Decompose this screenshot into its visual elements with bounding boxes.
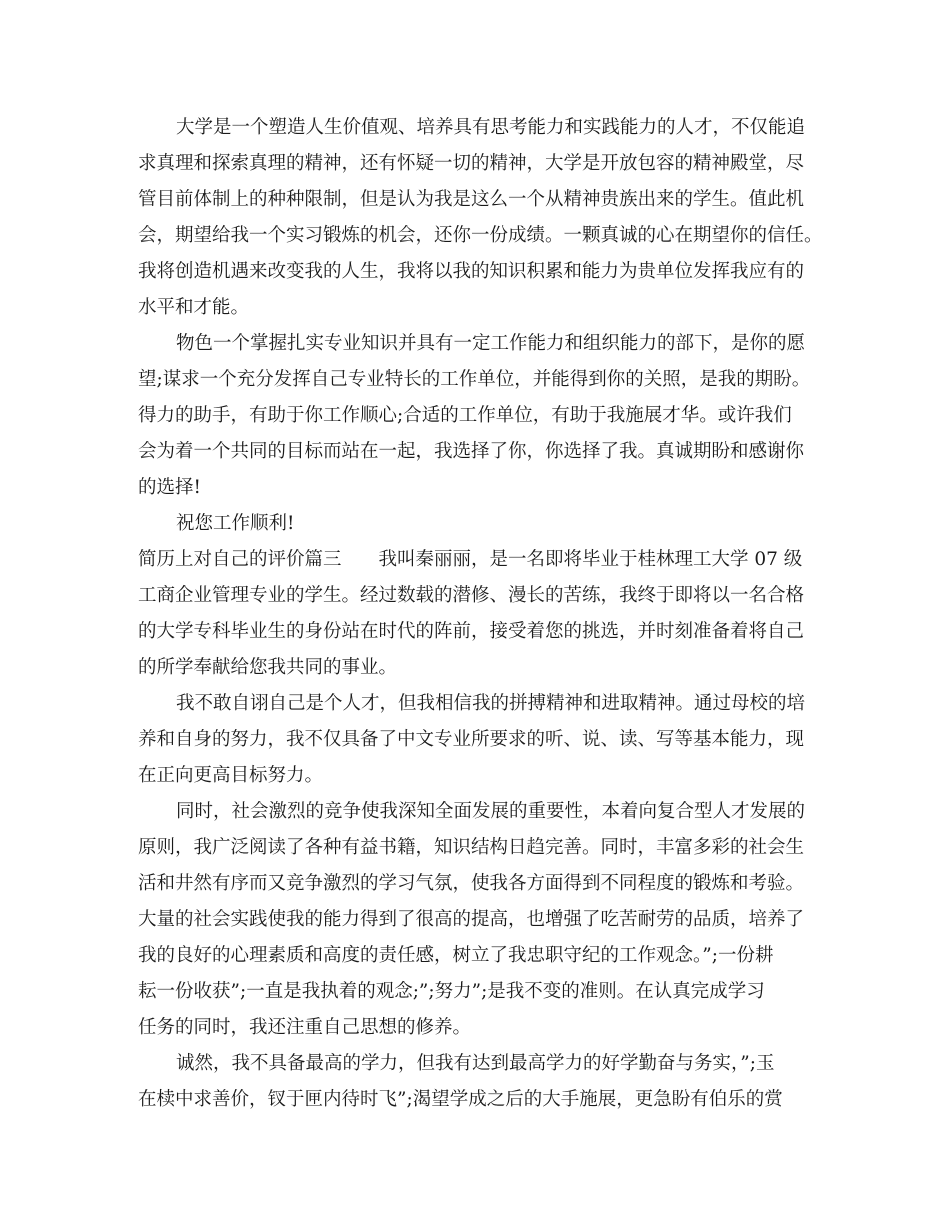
text-line: 望;谋求一个充分发挥自己专业特长的工作单位，并能得到你的关照，是我的期盼。	[138, 369, 811, 390]
text-line: 我的良好的心理素质和高度的责任感，树立了我忠职守纪的工作观念。”;一份耕	[138, 945, 774, 966]
text-line: 得力的助手，有助于你工作顺心;合适的工作单位，有助于我施展才华。或许我们	[138, 405, 792, 426]
text-line: 简历上对自己的评价篇三 我叫秦丽丽，是一名即将毕业于桂林理工大学 07 级	[138, 549, 803, 570]
text-line: 原则，我广泛阅读了各种有益书籍，知识结构日趋完善。同时，丰富多彩的社会生	[138, 837, 805, 858]
text-line: 的选择!	[138, 477, 201, 498]
text-line: 物色一个掌握扎实专业知识并具有一定工作能力和组织能力的部下，是你的愿	[176, 333, 806, 354]
text-line: 管目前体制上的种种限制，但是认为我是这么一个从精神贵族出来的学生。值此机	[138, 189, 805, 210]
text-line: 活和井然有序而又竞争激烈的学习气氛，使我各方面得到不同程度的锻炼和考验。	[138, 873, 805, 894]
text-line: 在正向更高目标努力。	[138, 765, 324, 786]
text-line: 的所学奉献给您我共同的事业。	[138, 657, 398, 678]
text-line: 大学是一个塑造人生价值观、培养具有思考能力和实践能力的人才，不仅能追	[176, 117, 806, 138]
text-line: 会为着一个共同的目标而站在一起，我选择了你，你选择了我。真诚期盼和感谢你	[138, 441, 805, 462]
text-line: 养和自身的努力，我不仅具备了中文专业所要求的听、说、读、写等基本能力，现	[138, 729, 805, 750]
text-line: 水平和才能。	[138, 297, 250, 318]
text-line: 我不敢自诩自己是个人才，但我相信我的拼搏精神和进取精神。通过母校的培	[176, 693, 806, 714]
text-line: 的大学专科毕业生的身份站在时代的阵前，接受着您的挑选，并时刻准备着将自己	[138, 621, 805, 642]
text-line: 耘一份收获”;一直是我执着的观念;”;努力”;是我不变的准则。在认真完成学习	[138, 981, 765, 1002]
text-line: 祝您工作顺利!	[176, 513, 295, 534]
text-line: 在椟中求善价，钗于匣内待时飞”;渴望学成之后的大手施展，更急盼有伯乐的赏	[138, 1089, 783, 1110]
text-line: 诚然，我不具备最高的学力，但我有达到最高学力的好学勤奋与务实，”;玉	[176, 1053, 775, 1074]
text-line: 求真理和探索真理的精神，还有怀疑一切的精神，大学是开放包容的精神殿堂，尽	[138, 153, 805, 174]
text-line: 工商企业管理专业的学生。经过数载的潜修、漫长的苦练，我终于即将以一名合格	[138, 585, 805, 606]
text-line: 同时，社会激烈的竞争使我深知全面发展的重要性，本着向复合型人才发展的	[176, 801, 806, 822]
text-line: 我将创造机遇来改变我的人生，我将以我的知识积累和能力为贵单位发挥我应有的	[138, 261, 805, 282]
text-line: 大量的社会实践使我的能力得到了很高的提高，也增强了吃苦耐劳的品质，培养了	[138, 909, 805, 930]
text-line: 会，期望给我一个实习锻炼的机会，还你一份成绩。一颗真诚的心在期望你的信任。	[138, 225, 823, 246]
text-line: 任务的同时，我还注重自己思想的修养。	[138, 1017, 472, 1038]
